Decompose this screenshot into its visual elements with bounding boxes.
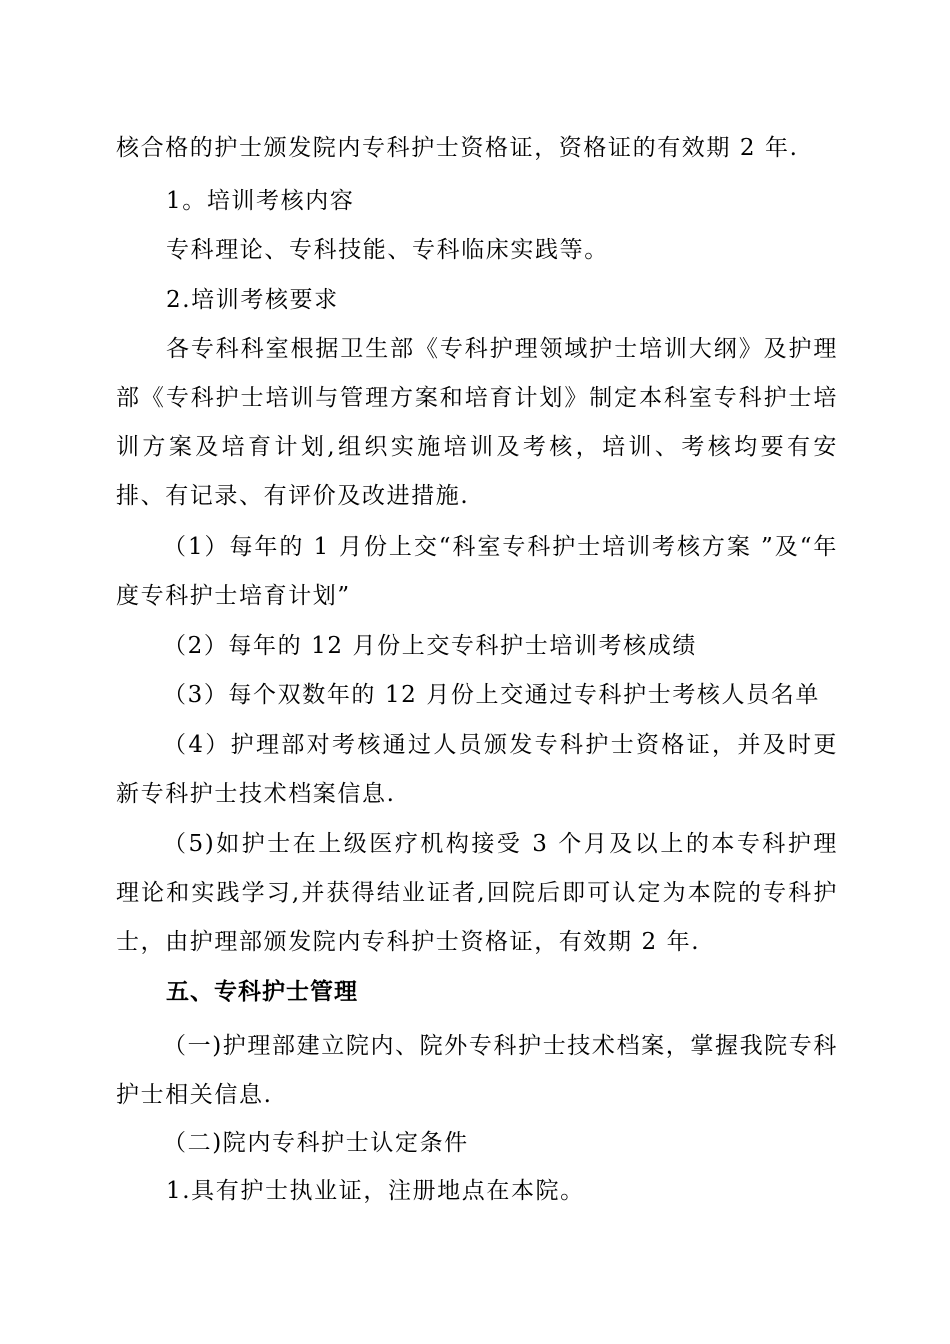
item-training-requirements-title: 2.培训考核要求 [166,287,339,313]
list-item-4: （4）护理部对考核通过人员颁发专科护士资格证，并及时更新专科护士技术档案信息. [116,732,838,807]
paragraph-management-2: （二)院内专科护士认定条件 [163,1130,469,1156]
list-item-5: （5)如护士在上级医疗机构接受 3 个月及以上的本专科护理理论和实践学习,并获得结业证者,回院后即可认定为本院的专科护士，由护理部颁发院内专科护士资格证，有效期 2 年. [116,831,838,955]
section-heading-management: 五、专科护士管理 [166,979,358,1005]
paragraph-certificate-validity: 核合格的护士颁发院内专科护士资格证，资格证的有效期 2 年. [116,135,799,161]
paragraph-training-content: 专科理论、专科技能、专科临床实践等。 [166,237,609,263]
paragraph-management-1: （一)护理部建立院内、院外专科护士技术档案，掌握我院专科护士相关信息. [116,1033,838,1108]
paragraph-training-requirements: 各专科科室根据卫生部《专科护理领域护士培训大纲》及护理部《专科护士培训与管理方案和培育计划》制定本科室专科护士培训方案及培育计划,组织实施培训及考核，培训、考核均要有安排、有记录、有评价及改进措施. [116,336,838,509]
item-training-content-title: 1。培训考核内容 [166,188,355,214]
list-item-3: （3）每个双数年的 12 月份上交通过专科护士考核人员名单 [163,682,820,708]
list-item-1: （1）每年的 1 月份上交“科室专科护士培训考核方案 ”及“年度专科护士培育计划” [116,534,838,609]
list-item-2: （2）每年的 12 月份上交专科护士培训考核成绩 [163,633,697,659]
paragraph-condition-1: 1.具有护士执业证，注册地点在本院。 [166,1178,585,1204]
